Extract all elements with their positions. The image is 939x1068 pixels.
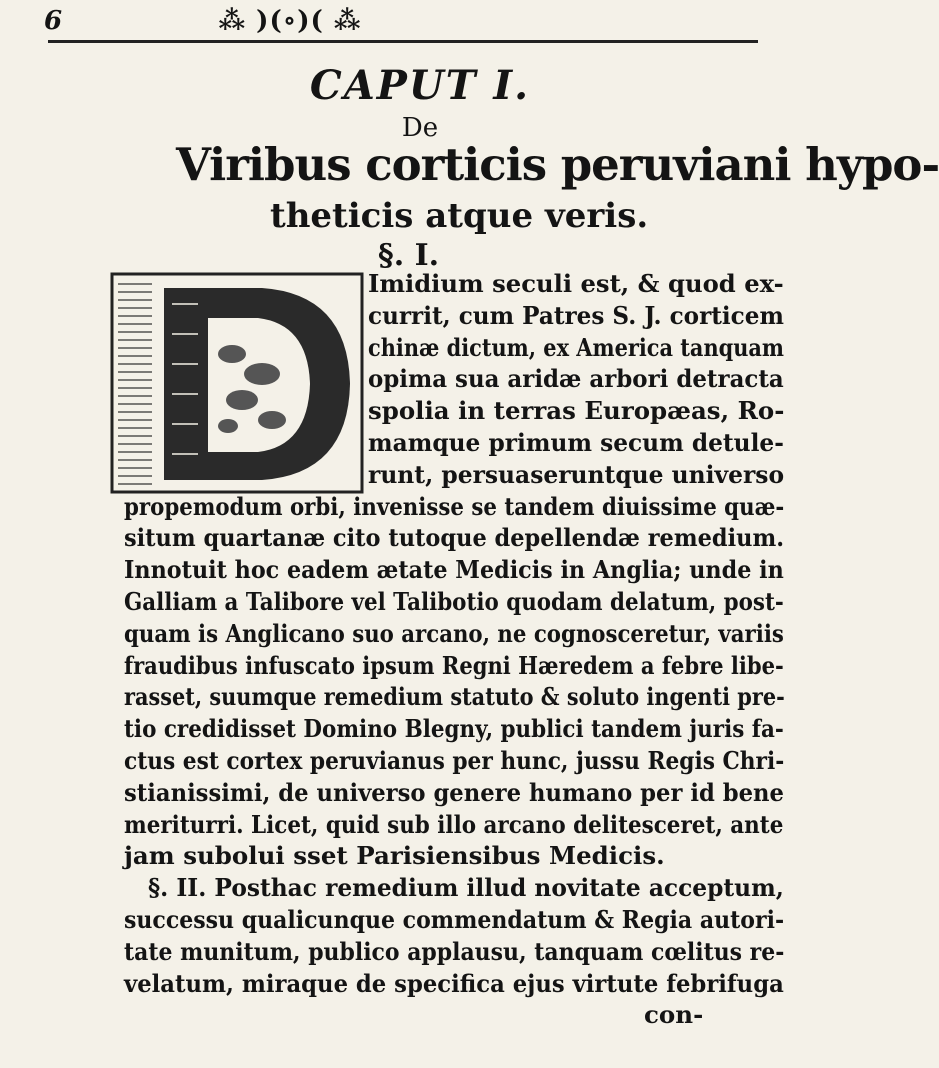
chapter-de: De (401, 113, 439, 143)
text-line: Innotuit hoc eadem ætate Medicis in Anglia; unde in (124, 555, 784, 585)
page-header (0, 6, 800, 46)
main-title: Viribus corticis peruviani hypo- (176, 138, 939, 191)
text-line: Imidium seculi est, & quod ex- (368, 269, 784, 298)
text-line: §. II. Posthac remedium illud novitate acceptum, (148, 873, 784, 903)
text-line: velatum, miraque de specifica ejus virtute febrifuga (124, 968, 784, 998)
text-line: chinæ dictum, ex America tanquam (368, 332, 785, 362)
text-line: fraudibus infuscato ipsum Regni Hæredem a febre libe- (124, 650, 784, 680)
text-line: rasset, suumque remedium statuto & soluto ingenti pre- (124, 682, 785, 712)
subtitle: theticis atque veris. (270, 196, 649, 236)
text-line: tate munitum, publico applausu, tanquam cœlitus re- (124, 936, 785, 966)
text-line: spolia in terras Europæas, Ro- (368, 396, 785, 426)
body-text (124, 268, 784, 1068)
chapter-title: CAPUT I. (309, 62, 531, 109)
text-line: currit, cum Patres S. J. corticem (368, 300, 784, 330)
text-line: meriturri. Licet, quid sub illo arcano delitesceret, ante (124, 809, 784, 839)
text-line: quam is Anglicano suo arcano, ne cognosceretur, variis (124, 618, 784, 648)
section-mark: §. I. (378, 238, 440, 273)
text-line: jam subolui sset Parisiensibus Medicis. (124, 841, 665, 871)
text-line: stianissimi, de universo genere humano per id bene (124, 777, 784, 807)
text-line: mamque primum secum detule- (368, 428, 784, 457)
text-line: runt, persuaseruntque universo (368, 459, 785, 489)
text-line: Galliam a Talibore vel Talibotio quodam delatum, post- (124, 587, 784, 616)
text-line: ctus est cortex peruvianus per hunc, jussu Regis Chri- (124, 746, 785, 775)
text-line: successu qualicunque commendatum & Regia autori- (124, 905, 785, 934)
text-line: opima sua aridæ arbori detracta (368, 364, 784, 394)
text-line: propemodum orbi, invenisse se tandem diuissime quæ- (124, 491, 785, 521)
text-line: tio credidisset Domino Blegny, publici tandem juris fa- (124, 714, 784, 744)
text-line: situm quartanæ cito tutoque depellendæ remedium. (124, 523, 785, 553)
header-rule (48, 40, 758, 43)
text-line: con- (644, 1000, 704, 1030)
page-number: 6 (44, 6, 63, 36)
header-ornament: ⁂ )(∘)( ⁂ (218, 6, 362, 36)
